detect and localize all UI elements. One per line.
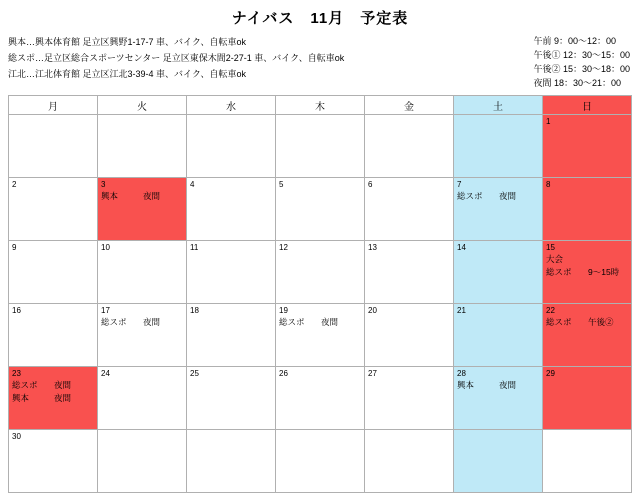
- calendar-cell[interactable]: [9, 430, 98, 493]
- event-place: 興本: [12, 393, 30, 403]
- calendar-cell[interactable]: [543, 304, 632, 367]
- calendar-week-row: [9, 178, 632, 241]
- calendar-cell[interactable]: [543, 430, 632, 493]
- day-number: [276, 430, 364, 432]
- calendar-cell[interactable]: [454, 241, 543, 304]
- calendar-cell[interactable]: [454, 115, 543, 178]
- event-slot: 夜間: [143, 191, 161, 201]
- event-item: [546, 316, 628, 329]
- event-place: 総スポ: [546, 267, 572, 277]
- calendar-table: [8, 95, 632, 493]
- calendar-cell[interactable]: [276, 178, 365, 241]
- calendar-cell[interactable]: [187, 304, 276, 367]
- event-item: [546, 266, 628, 279]
- event-place: 興本: [101, 191, 119, 201]
- event-item: [457, 190, 539, 203]
- calendar-cell[interactable]: [98, 367, 187, 430]
- calendar-cell[interactable]: [365, 115, 454, 178]
- event-list: [9, 379, 97, 405]
- weekday-header-thu: 木: [276, 96, 365, 115]
- day-number: 18: [190, 306, 199, 315]
- event-item: [101, 190, 183, 203]
- day-number: [454, 430, 542, 432]
- event-list: [454, 379, 542, 392]
- event-slot: 夜間: [143, 317, 161, 327]
- day-number: 12: [279, 243, 288, 252]
- venue-note: 江北…江北体育館 足立区江北3-39-4 車、バイク、自転車ok: [8, 69, 246, 79]
- event-place: 総スポ: [279, 317, 305, 327]
- day-number: [98, 430, 186, 432]
- calendar-cell[interactable]: [454, 304, 543, 367]
- calendar-cell[interactable]: [276, 430, 365, 493]
- event-item: [101, 316, 183, 329]
- calendar-cell[interactable]: [9, 367, 98, 430]
- calendar-cell[interactable]: [365, 430, 454, 493]
- calendar-week-row: [9, 241, 632, 304]
- day-number: 11: [190, 243, 199, 252]
- calendar-cell[interactable]: [276, 241, 365, 304]
- weekday-header-fri: 金: [365, 96, 454, 115]
- calendar-cell[interactable]: [9, 178, 98, 241]
- notes-area: [0, 34, 640, 92]
- day-number: 2: [12, 180, 17, 189]
- event-item: [12, 392, 94, 405]
- weekday-header-sun: 日: [543, 96, 632, 115]
- calendar-cell[interactable]: [276, 367, 365, 430]
- day-number: 24: [101, 369, 110, 378]
- calendar-cell[interactable]: [98, 430, 187, 493]
- day-number: 27: [368, 369, 377, 378]
- calendar-cell[interactable]: [98, 241, 187, 304]
- time-note: 午後② 15：30〜18：00: [533, 64, 630, 74]
- day-number: [543, 430, 631, 432]
- day-number: 25: [190, 369, 199, 378]
- event-place: 総スポ: [546, 317, 572, 327]
- event-list: [543, 253, 631, 279]
- calendar-cell[interactable]: [187, 241, 276, 304]
- calendar-week-row: [9, 430, 632, 493]
- weekday-header-mon: 月: [9, 96, 98, 115]
- calendar-cell[interactable]: [9, 304, 98, 367]
- event-slot: 夜間: [54, 393, 72, 403]
- day-number: [365, 430, 453, 432]
- venue-note: 興本…興本体育館 足立区興野1-17-7 車、バイク、自転車ok: [8, 37, 246, 47]
- calendar-cell[interactable]: [454, 178, 543, 241]
- day-number: 28: [457, 369, 466, 378]
- event-slot: 9〜15時: [588, 267, 620, 277]
- day-number: 4: [190, 180, 195, 189]
- calendar-cell[interactable]: [365, 367, 454, 430]
- day-number: 9: [12, 243, 17, 252]
- calendar-week-row: [9, 304, 632, 367]
- time-note: 午前 9：00〜12：00: [533, 36, 616, 46]
- calendar-header-row: [9, 96, 632, 115]
- calendar-cell[interactable]: [454, 367, 543, 430]
- time-notes: [533, 34, 630, 90]
- weekday-header-wed: 水: [187, 96, 276, 115]
- day-number: 3: [101, 180, 106, 189]
- day-number: 30: [12, 432, 21, 441]
- day-number: 21: [457, 306, 466, 315]
- event-place: 総スポ: [101, 317, 127, 327]
- event-slot: 夜間: [499, 191, 517, 201]
- calendar-cell[interactable]: [276, 304, 365, 367]
- calendar-cell[interactable]: [98, 304, 187, 367]
- day-number: [187, 115, 275, 117]
- time-note: 午後① 12：30〜15：00: [533, 50, 630, 60]
- event-slot: 夜間: [499, 380, 517, 390]
- day-number: [9, 115, 97, 117]
- day-number: [187, 430, 275, 432]
- day-number: [454, 115, 542, 117]
- calendar-cell[interactable]: [98, 178, 187, 241]
- calendar-cell[interactable]: [454, 430, 543, 493]
- calendar-cell[interactable]: [276, 115, 365, 178]
- calendar-cell[interactable]: [543, 367, 632, 430]
- event-list: [276, 316, 364, 329]
- day-number: 19: [279, 306, 288, 315]
- day-number: 15: [546, 243, 555, 252]
- calendar-week-row: [9, 367, 632, 430]
- day-number: [365, 115, 453, 117]
- calendar-cell[interactable]: [9, 241, 98, 304]
- calendar-cell[interactable]: [365, 178, 454, 241]
- event-item: [457, 379, 539, 392]
- event-place: 大会: [546, 254, 564, 264]
- day-number: [276, 115, 364, 117]
- event-list: [543, 316, 631, 329]
- calendar-cell[interactable]: [187, 178, 276, 241]
- day-number: 1: [546, 117, 551, 126]
- venue-notes: [8, 34, 344, 82]
- day-number: 13: [368, 243, 377, 252]
- event-place: 総スポ: [457, 191, 483, 201]
- calendar-week-row: [9, 115, 632, 178]
- calendar-cell[interactable]: [365, 304, 454, 367]
- event-list: [98, 316, 186, 329]
- time-note: 夜間 18：30〜21：00: [533, 78, 621, 88]
- day-number: 22: [546, 306, 555, 315]
- event-list: [98, 190, 186, 203]
- calendar-body: [9, 115, 632, 493]
- calendar-cell[interactable]: [543, 178, 632, 241]
- day-number: 6: [368, 180, 373, 189]
- calendar-cell[interactable]: [187, 367, 276, 430]
- day-number: 7: [457, 180, 462, 189]
- event-slot: 午後②: [588, 317, 614, 327]
- day-number: 20: [368, 306, 377, 315]
- day-number: 26: [279, 369, 288, 378]
- event-list: [454, 190, 542, 203]
- calendar-cell[interactable]: [365, 241, 454, 304]
- day-number: 10: [101, 243, 110, 252]
- calendar-cell[interactable]: [187, 115, 276, 178]
- calendar-cell[interactable]: [543, 115, 632, 178]
- event-item: [12, 379, 94, 392]
- event-place: 総スポ: [12, 380, 38, 390]
- day-number: 16: [12, 306, 21, 315]
- day-number: 8: [546, 180, 551, 189]
- event-slot: 夜間: [321, 317, 339, 327]
- day-number: 5: [279, 180, 284, 189]
- event-item: [279, 316, 361, 329]
- calendar-cell[interactable]: [187, 430, 276, 493]
- venue-note: 総スポ…足立区総合スポーツセンター 足立区東保木間2-27-1 車、バイク、自転車ok: [8, 53, 345, 63]
- day-number: 14: [457, 243, 466, 252]
- calendar-cell[interactable]: [543, 241, 632, 304]
- calendar-cell[interactable]: [9, 115, 98, 178]
- event-place: 興本: [457, 380, 475, 390]
- weekday-header-tue: 火: [98, 96, 187, 115]
- day-number: [98, 115, 186, 117]
- day-number: 29: [546, 369, 555, 378]
- event-item: [546, 253, 628, 266]
- day-number: 17: [101, 306, 110, 315]
- weekday-header-sat: 土: [454, 96, 543, 115]
- event-slot: 夜間: [54, 380, 72, 390]
- calendar-cell[interactable]: [98, 115, 187, 178]
- page-title: ナイバス 11月 予定表: [231, 10, 409, 27]
- day-number: 23: [12, 369, 21, 378]
